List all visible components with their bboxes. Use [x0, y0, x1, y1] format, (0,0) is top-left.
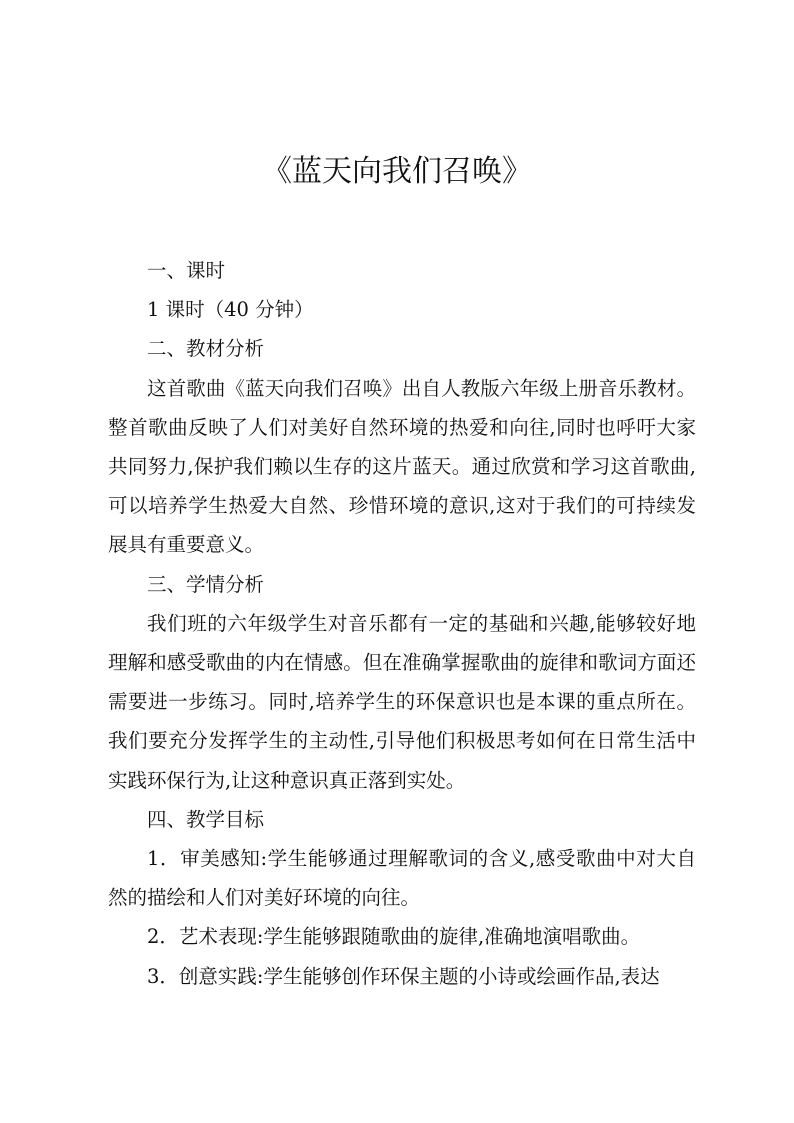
lesson-hours-text: 1 课时（40 分钟）: [147, 298, 314, 322]
objective-item-aesthetic: 1．审美感知:学生能够通过理解歌词的含义,感受歌曲中对大自然的描绘和人们对美好环境的向往。: [108, 847, 696, 910]
section-heading-material-analysis: 二、教材分析: [147, 337, 265, 361]
document-body: [108, 251, 696, 996]
section-heading-lesson-hours: 一、课时: [147, 259, 226, 282]
material-analysis-paragraph: 这首歌曲《蓝天向我们召唤》出自人教版六年级上册音乐教材。整首歌曲反映了人们对美好自然环境的热爱和向往,同时也呼吁大家共同努力,保护我们赖以生存的这片蓝天。通过欣赏和学习这首歌曲,可以培养学生热爱大自然、珍惜环境的意识,这对于我们的可持续发展具有重要意义。: [108, 376, 696, 557]
section-heading-teaching-objectives: 四、教学目标: [147, 807, 265, 831]
objective-item-creative: 3．创意实践:学生能够创作环保主题的小诗或绘画作品,表达: [147, 964, 660, 988]
section-heading-learner-analysis: 三、学情分析: [147, 572, 265, 596]
document-title: 《蓝天向我们召唤》: [262, 154, 532, 189]
learner-analysis-paragraph: 我们班的六年级学生对音乐都有一定的基础和兴趣,能够较好地理解和感受歌曲的内在情感。但在准确掌握歌曲的旋律和歌词方面还需要进一步练习。同时,培养学生的环保意识也是本课的重点所在。我们要充分发挥学生的主动性,引导他们积极思考如何在日常生活中实践环保行为,让这种意识真正落到实处。: [108, 611, 696, 792]
objective-item-artistic: 2．艺术表现:学生能够跟随歌曲的旋律,准确地演唱歌曲。: [147, 925, 641, 949]
